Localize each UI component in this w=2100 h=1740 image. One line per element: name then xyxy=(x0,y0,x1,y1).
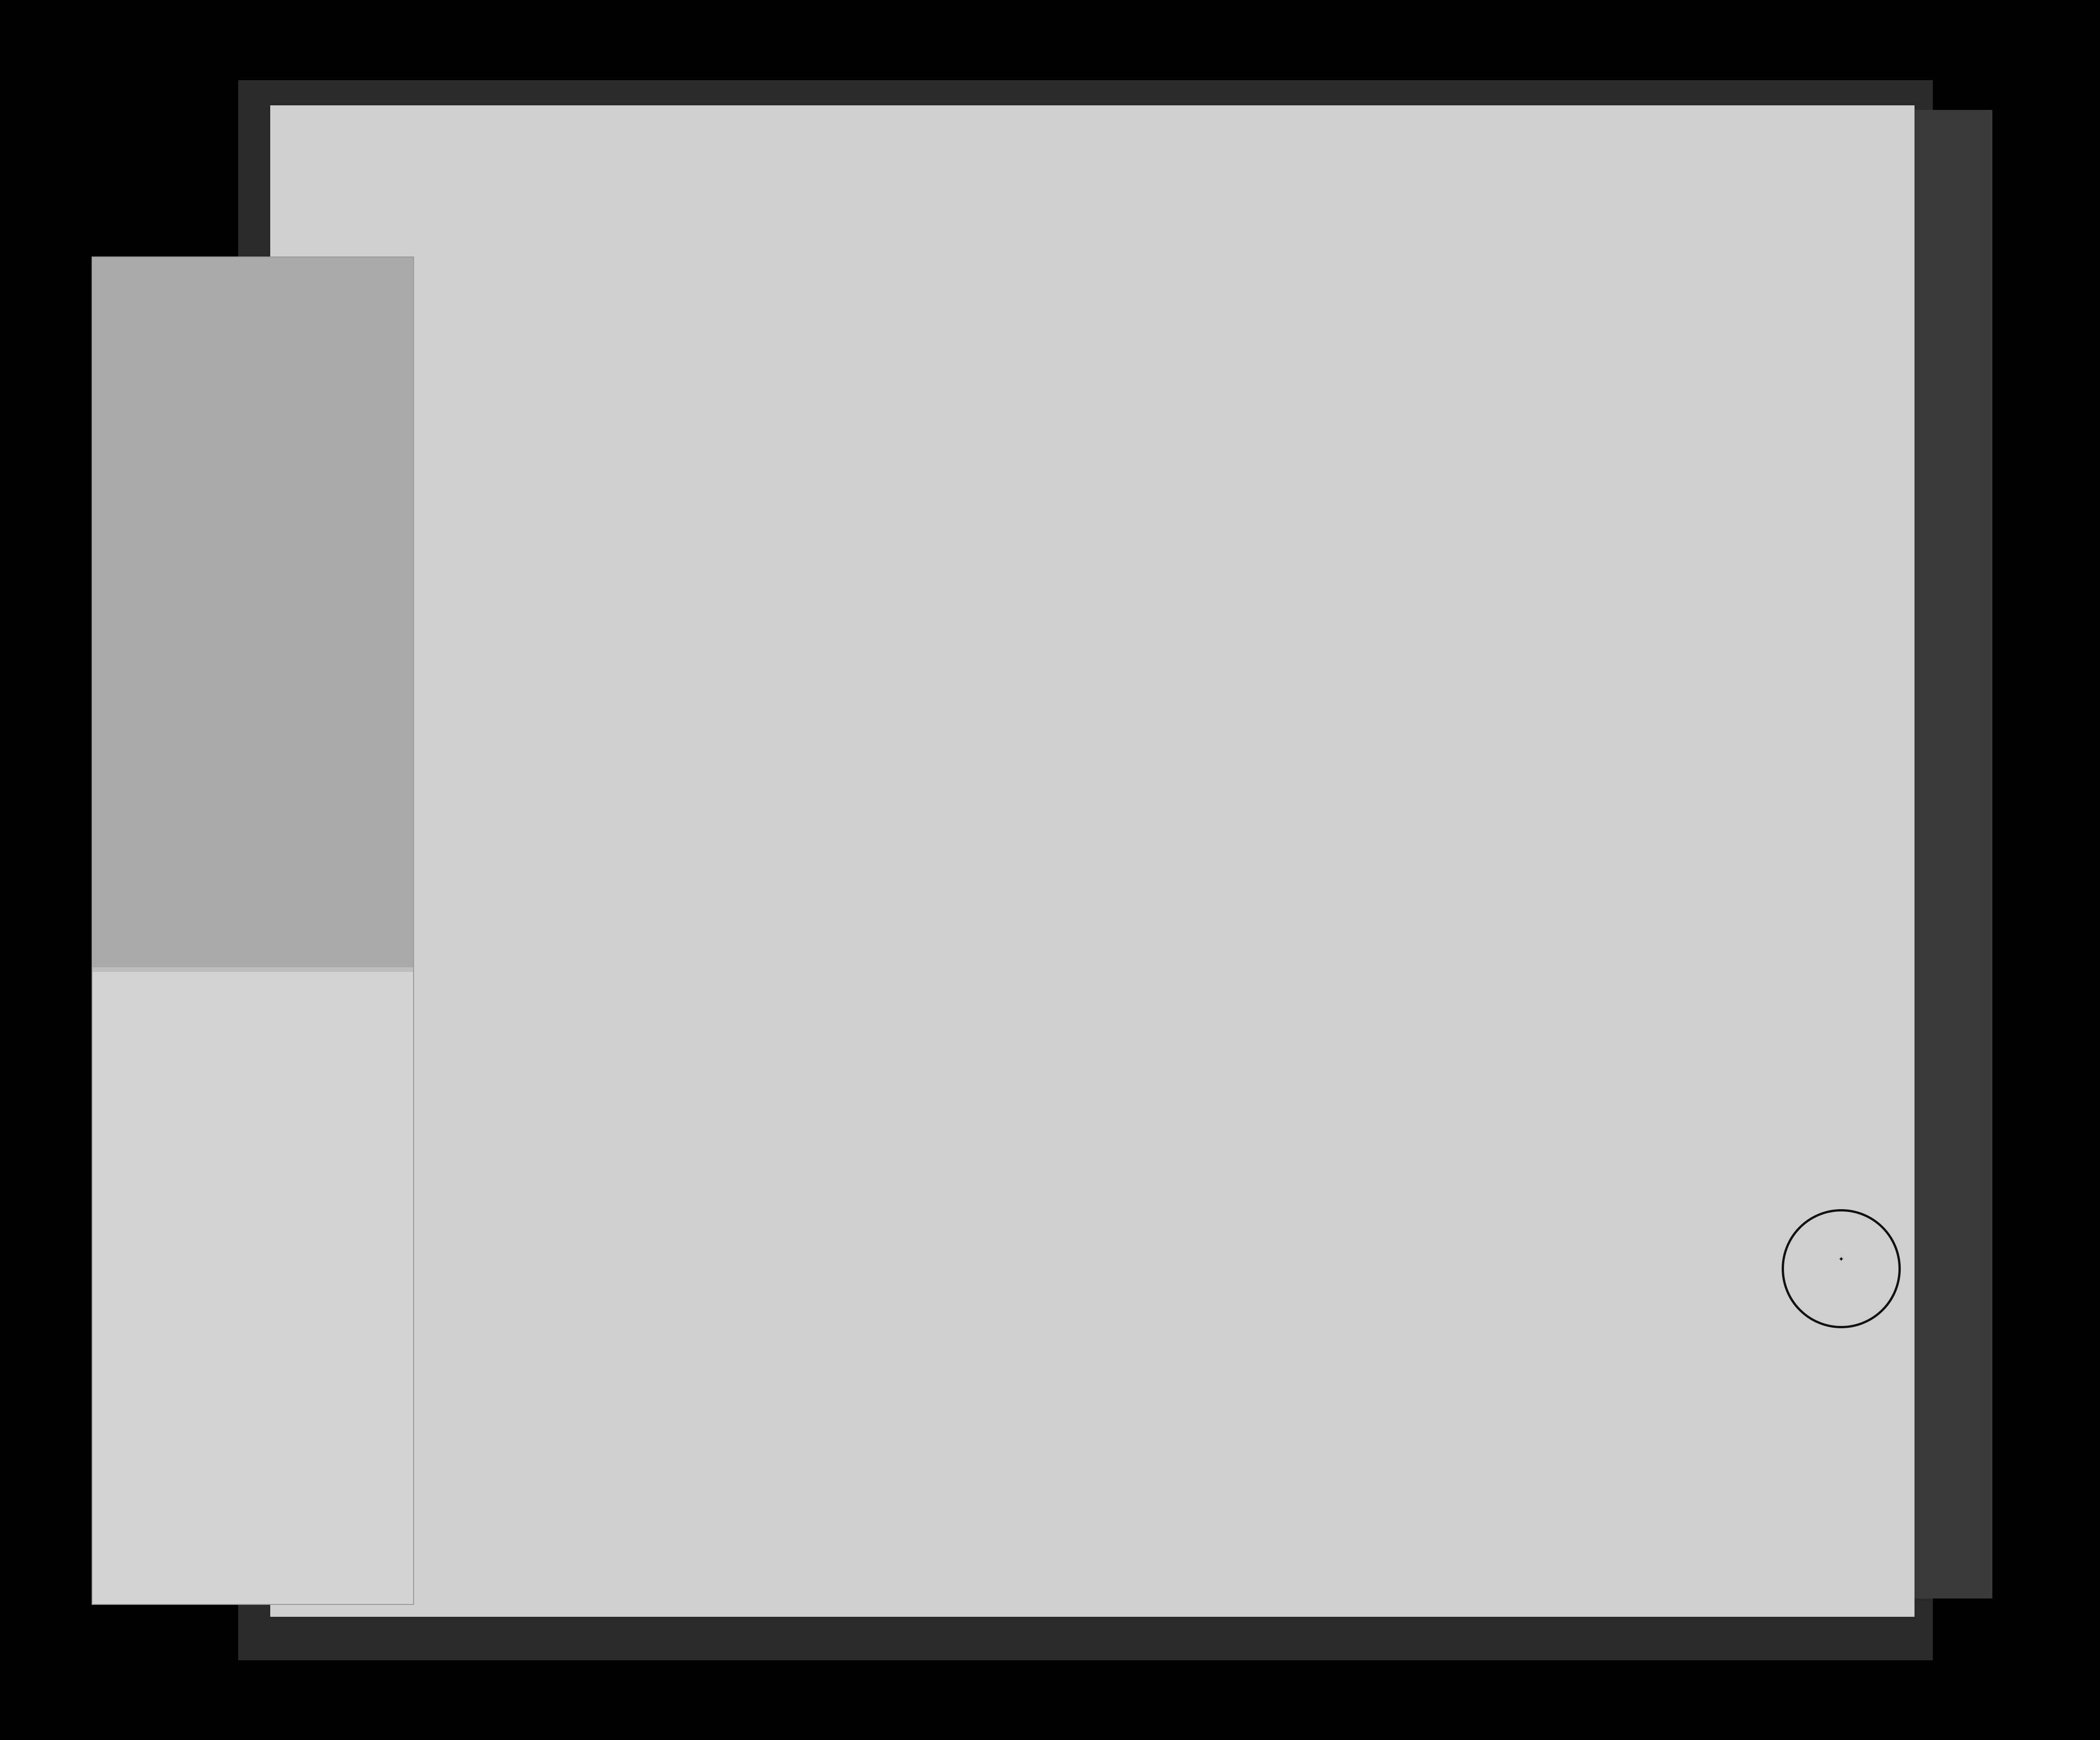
paper-stack-edge xyxy=(1901,110,1992,1598)
table-grid xyxy=(270,105,1915,1617)
slip-rules xyxy=(93,257,413,1604)
consulate-seal xyxy=(1782,1209,1901,1328)
manifest-sheet xyxy=(270,105,1915,1617)
eagle-icon: ✦ xyxy=(1838,1254,1844,1265)
discharged-seamen-slip xyxy=(92,256,414,1605)
